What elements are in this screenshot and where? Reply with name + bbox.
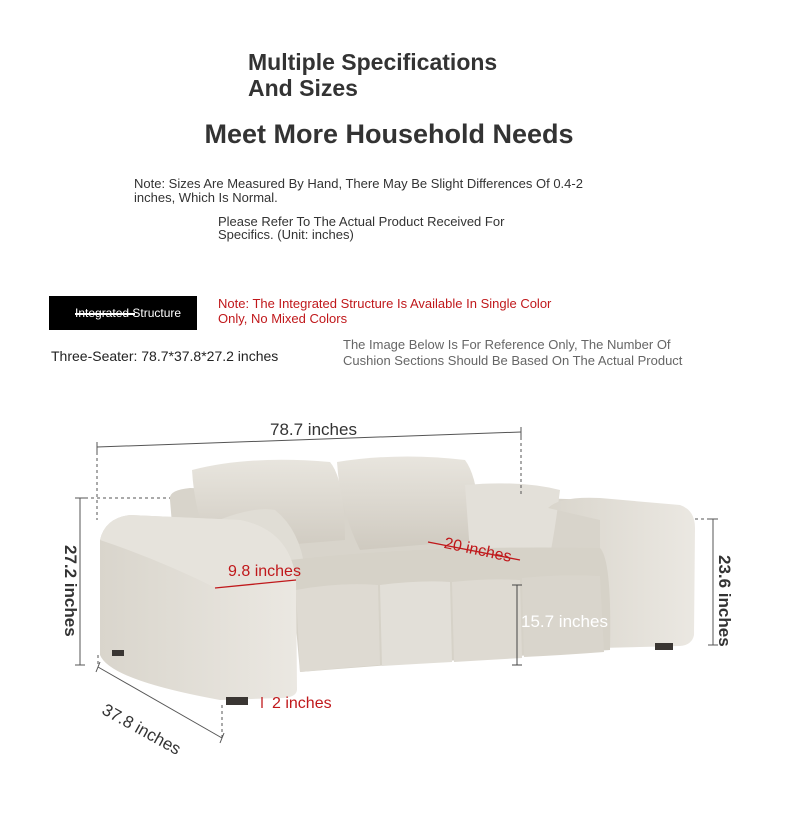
foot-front — [226, 697, 248, 705]
reference-note-line1: The Image Below Is For Reference Only, The Number Of — [343, 337, 671, 352]
back-pillow-right — [337, 456, 480, 550]
seat-cushion-1 — [296, 584, 380, 672]
dimension-arm-height: 23.6 inches — [715, 555, 734, 647]
tag-label: Integrated Structure — [75, 306, 182, 320]
heading-line1: Multiple Specifications — [248, 49, 498, 75]
integrated-note-line1: Note: The Integrated Structure Is Available In Single Color — [218, 296, 552, 311]
model-spec: Three-Seater: 78.7*37.8*27.2 inches — [51, 348, 279, 364]
reference-note-line2: Cushion Sections Should Be Based On The Actual Product — [343, 353, 683, 368]
seat-cushion-3 — [452, 579, 522, 662]
subtitle: Meet More Household Needs — [204, 119, 574, 149]
foot-right — [655, 643, 673, 650]
dimension-depth: 37.8 inches — [98, 700, 185, 759]
seat-cushion-2 — [380, 581, 452, 666]
refer-note-line2: Specifics. (Unit: inches) — [218, 227, 354, 242]
integrated-note-line2: Only, No Mixed Colors — [218, 311, 348, 326]
dimension-leg-height: 2 inches — [272, 695, 332, 712]
refer-note-line1: Please Refer To The Actual Product Received For — [218, 214, 505, 229]
measure-note-line2: inches, Which Is Normal. — [134, 190, 278, 205]
dimension-seat-depth: 20 inches — [442, 535, 514, 566]
heading-line2: And Sizes — [248, 75, 358, 101]
dimension-height: 27.2 inches — [61, 545, 80, 637]
dimension-arm-width: 9.8 inches — [228, 563, 301, 580]
dimension-seat-height: 15.7 inches — [521, 612, 608, 631]
dimension-width: 78.7 inches — [270, 420, 357, 439]
measure-note-line1: Note: Sizes Are Measured By Hand, There May Be Slight Differences Of 0.4-2 — [134, 176, 583, 191]
foot-left — [112, 650, 124, 656]
